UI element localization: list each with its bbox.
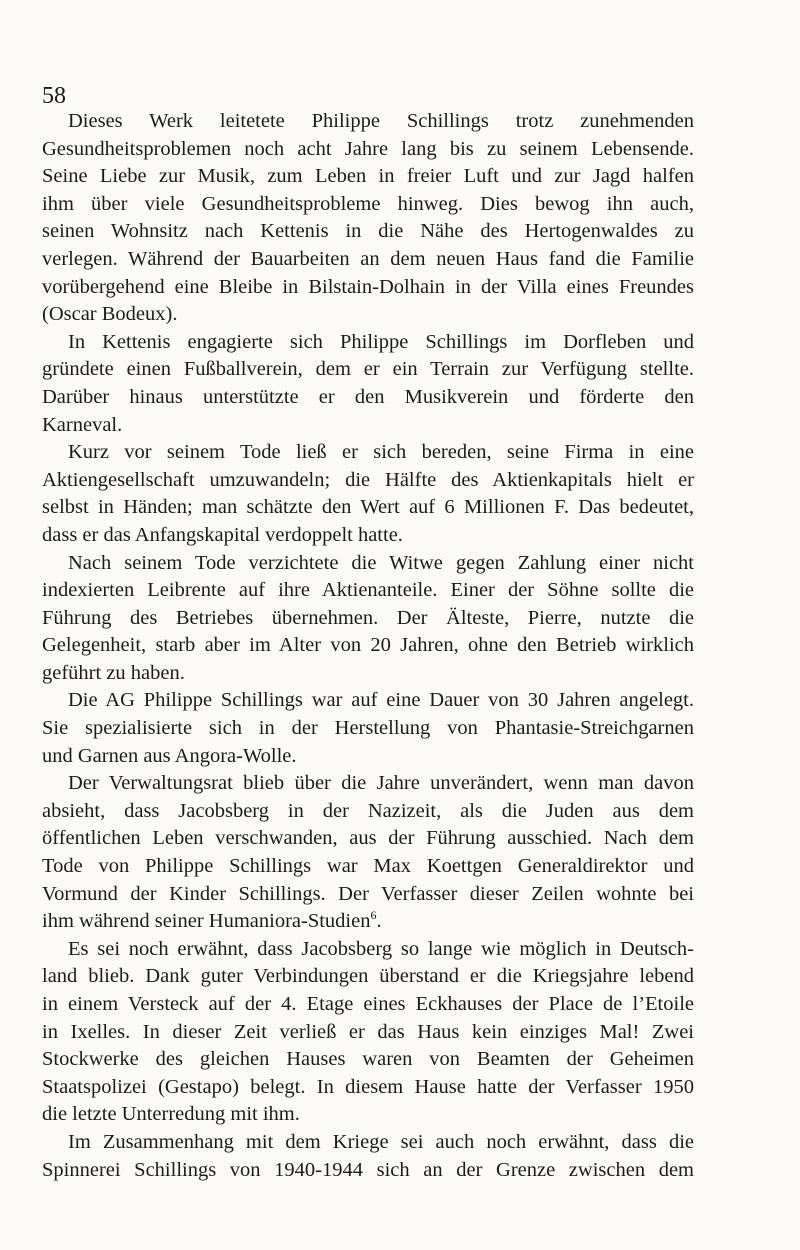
text-line: indexierten Leibrente auf ihre Aktienanteile. Einer der Söhne sollte die: [42, 579, 694, 602]
text-line: seinen Wohnsitz nach Kettenis in die Nähe des Hertogenwaldes zu: [42, 220, 694, 243]
text-line: selbst in Händen; man schätzte den Wert auf 6 Millionen F. Das bedeutet,: [42, 496, 694, 519]
text-line: gründete einen Fußballverein, dem er ein Terrain zur Verfügung stellte.: [42, 358, 694, 381]
text-line: Im Zusammenhang mit dem Kriege sei auch noch erwähnt, dass die: [68, 1130, 694, 1153]
body-text: [42, 108, 694, 1184]
text-line: Darüber hinaus unterstützte er den Musikverein und förderte den: [42, 385, 694, 408]
text-line: Dieses Werk leitetete Philippe Schillings trotz zunehmenden: [68, 110, 694, 132]
text-line: Nach seinem Tode verzichtete die Witwe gegen Zahlung einer nicht: [68, 551, 694, 574]
text-line: Karneval.: [42, 413, 123, 436]
text-line: In Kettenis engagierte sich Philippe Schillings im Dorfleben und: [68, 330, 694, 353]
text-line: land blieb. Dank guter Verbindungen überstand er die Kriegsjahre lebend: [42, 965, 694, 988]
text-line: Die AG Philippe Schillings war auf eine Dauer von 30 Jahren angelegt.: [68, 689, 694, 712]
page-number: 58: [42, 83, 66, 109]
text-line: absieht, dass Jacobsberg in der Nazizeit, als die Juden aus dem: [42, 799, 694, 822]
text-line: dass er das Anfangskapital verdoppelt hatte.: [42, 523, 403, 546]
text-line: Kurz vor seinem Tode ließ er sich bereden, seine Firma in eine: [68, 441, 694, 464]
paragraph: [42, 1129, 694, 1184]
text-line: (Oscar Bodeux).: [42, 303, 178, 326]
paragraph: [42, 687, 694, 770]
text-line: verlegen. Während der Bauarbeiten an dem neuen Haus fand die Familie: [42, 247, 694, 270]
text-line: geführt zu haben.: [42, 661, 185, 684]
text-line: ihm über viele Gesundheitsprobleme hinweg. Dies bewog ihn auch,: [42, 192, 694, 215]
text-line: ihm während seiner Humaniora-Studien$^6$.: [42, 908, 382, 933]
text-line: öffentlichen Leben verschwanden, aus der Führung ausschied. Nach dem: [42, 827, 694, 850]
text-line: in einem Versteck auf der 4. Etage eines Eckhauses der Place de l’Etoile: [42, 993, 694, 1015]
text-line: Aktiengesellschaft umzuwandeln; die Hälfte des Aktienkapitals hielt er: [42, 468, 694, 491]
paragraph: [42, 108, 694, 329]
text-line: Der Verwaltungsrat blieb über die Jahre unverändert, wenn man davon: [68, 772, 694, 795]
text-line: Gelegenheit, starb aber im Alter von 20 Jahren, ohne den Betrieb wirklich: [42, 634, 694, 657]
paragraph: [42, 439, 694, 549]
paragraph: [42, 770, 694, 936]
paragraph: [42, 329, 694, 439]
paragraph: [42, 936, 694, 1129]
text-line: Vormund der Kinder Schillings. Der Verfasser dieser Zeilen wohnte bei: [42, 882, 694, 905]
text-line: und Garnen aus Angora-Wolle.: [42, 744, 297, 767]
text-line: Spinnerei Schillings von 1940-1944 sich an der Grenze zwischen dem: [42, 1158, 694, 1181]
text-line: vorübergehend eine Bleibe in Bilstain-Dolhain in der Villa eines Freundes: [42, 275, 694, 298]
text-line: die letzte Unterredung mit ihm.: [42, 1103, 300, 1126]
text-line: Staatspolizei (Gestapo) belegt. In diesem Hause hatte der Verfasser 1950: [42, 1075, 694, 1098]
text-line: Es sei noch erwähnt, dass Jacobsberg so lange wie möglich in Deutsch-: [68, 937, 694, 960]
footnote-reference[interactable]: 6: [370, 908, 377, 923]
text-line: Stockwerke des gleichen Hauses waren von Beamten der Geheimen: [42, 1048, 694, 1071]
text-line: Sie spezialisierte sich in der Herstellung von Phantasie-Streichgarnen: [42, 717, 694, 740]
paragraph: [42, 550, 694, 688]
text-line: in Ixelles. In dieser Zeit verließ er das Haus kein einziges Mal! Zwei: [42, 1020, 694, 1043]
text-line: Führung des Betriebes übernehmen. Der Älteste, Pierre, nutzte die: [42, 606, 694, 629]
text-line: Tode von Philippe Schillings war Max Koettgen Generaldirektor und: [42, 855, 694, 878]
text-line: Gesundheitsproblemen noch acht Jahre lang bis zu seinem Lebensende.: [42, 137, 694, 160]
text-line: Seine Liebe zur Musik, zum Leben in freier Luft und zur Jagd halfen: [42, 165, 694, 188]
